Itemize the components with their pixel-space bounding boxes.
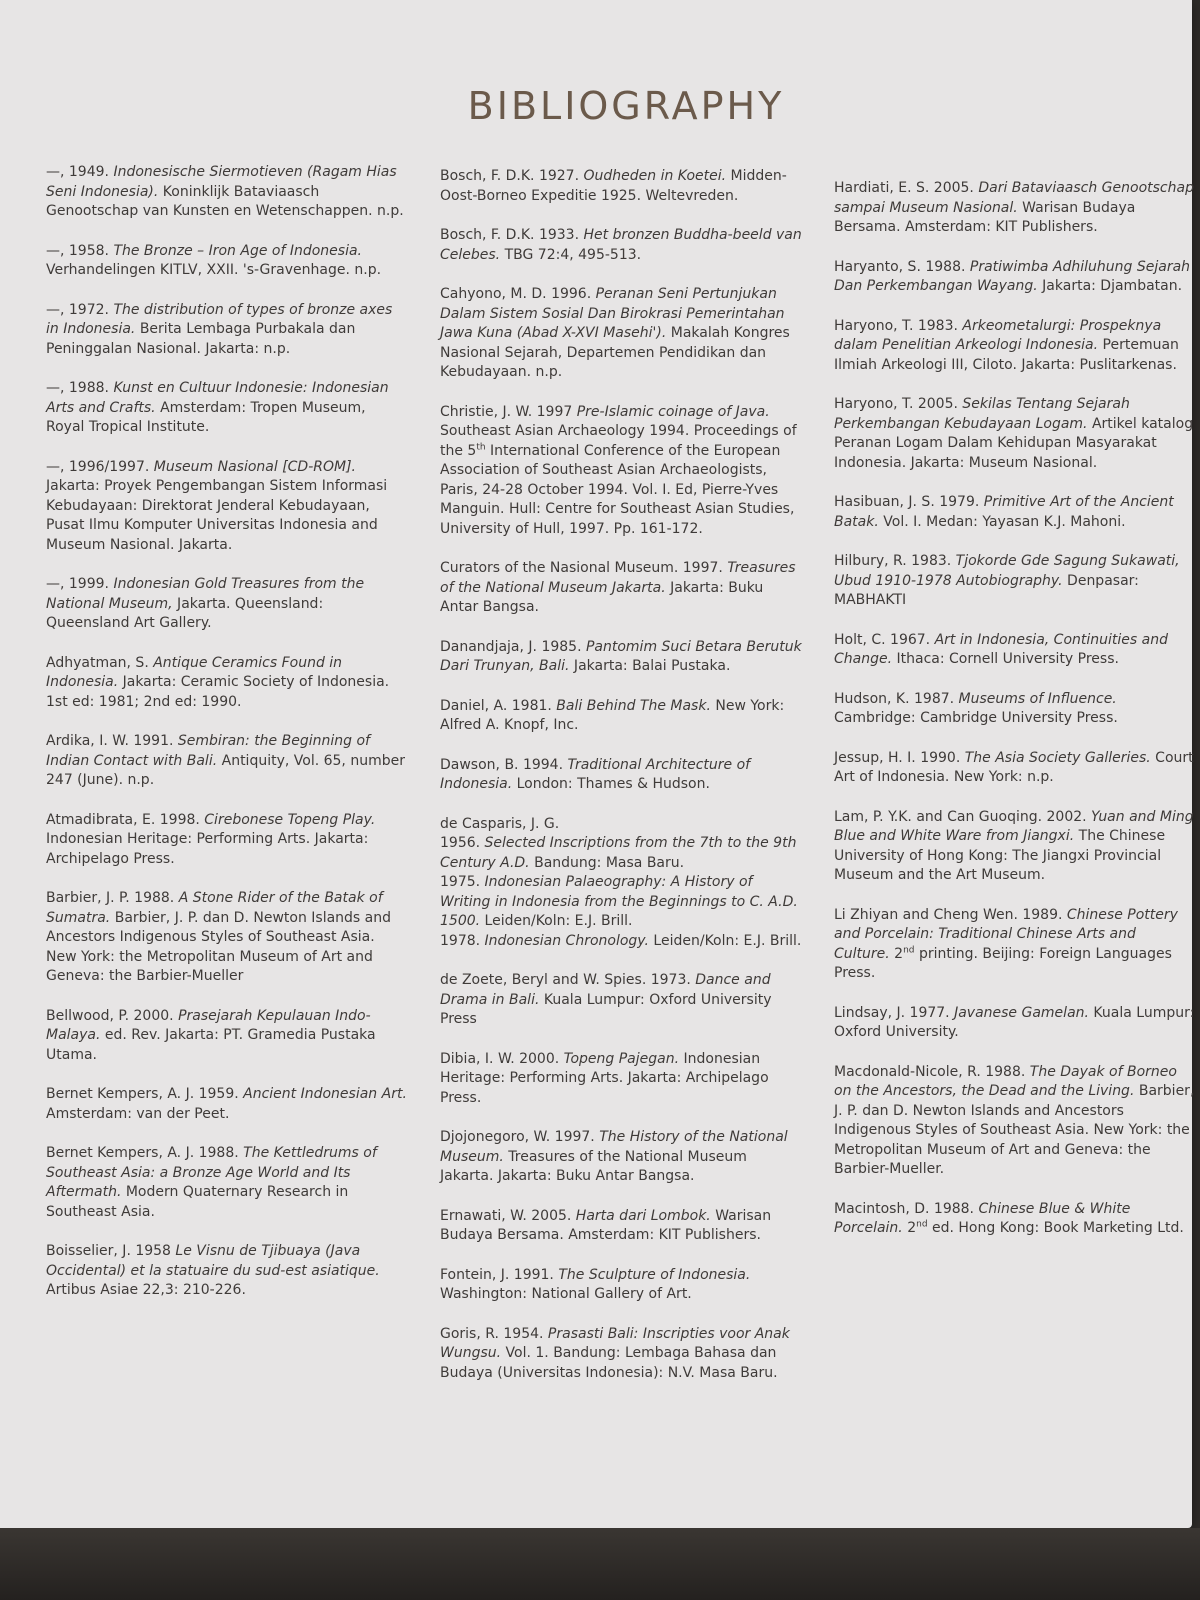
entry-post: Denpasar: MABHAKTI xyxy=(834,572,1139,608)
entry-sup: nd xyxy=(916,1219,928,1230)
entry-post2: International Conference of the European Association of Southeast Asian Archaeologists, Paris, 24-28 October 1994. Vol. I. Ed, Pierre-Yves Manguin. Hull: Centre for Southeast Asian Studies, University of Hull, 1997. Pp. 161-172. xyxy=(440,442,795,537)
bibliography-column-3 xyxy=(834,179,1196,1259)
entry-post: Jakarta. Queensland: Queensland Art Gallery. xyxy=(46,595,324,631)
entry-title: Harta dari Lombok. xyxy=(575,1207,711,1224)
entry-post: Jakarta: Proyek Pengembangan Sistem Informasi Kebudayaan: Direktorat Jenderal Kebudayaan, Pusat Ilmu Komputer Universitas Indonesia and Museum Nasional. Jakarta. xyxy=(46,478,388,553)
entry-sup: th xyxy=(476,441,486,452)
entry-title: A Stone Rider of the Batak of Sumatra. xyxy=(46,890,383,926)
bibliography-entry xyxy=(834,631,1196,670)
bibliography-entry xyxy=(440,403,802,540)
entry-title: The Kettledrums of Southeast Asia: a Bronze Age World and Its Aftermath. xyxy=(46,1145,377,1200)
entry-pre: Curators of the Nasional Museum. 1997. xyxy=(440,560,728,576)
entry-title: The Sculpture of Indonesia. xyxy=(558,1266,751,1283)
bibliography-entry xyxy=(46,811,408,870)
entry-pre: de Casparis, J. G. xyxy=(440,815,560,832)
entry-title: Sembiran: the Beginning of Indian Contact with Bali. xyxy=(46,733,370,769)
entry-post: Artikel katalog Peranan Logam Dalam Kehidupan Masyarakat Indonesia. Jakarta: Museum Nasional. xyxy=(834,415,1194,471)
entry-post: Verhandelingen KITLV, XXII. 's-Gravenhage. n.p. xyxy=(46,262,382,278)
entry-pre: Macdonald-Nicole, R. 1988. xyxy=(834,1063,1030,1080)
entry-post: Vol. 1. Bandung: Lembaga Bahasa dan Budaya (Universitas Indonesia): N.V. Masa Baru. xyxy=(440,1345,778,1381)
entry-title: Primitive Art of the Ancient Batak. xyxy=(834,494,1174,530)
entry-pre: Hudson, K. 1987. xyxy=(834,690,959,707)
entry-title: Art in Indonesia, Continuities and Change. xyxy=(834,631,1168,667)
bibliography-entry xyxy=(834,552,1196,611)
entry-pre: Bernet Kempers, A. J. 1959. xyxy=(46,1086,244,1102)
bibliography-entry xyxy=(46,732,408,791)
bibliography-column-1 xyxy=(46,163,408,1321)
bibliography-entry xyxy=(834,1200,1196,1239)
entry-post: Barbier, J. P. dan D. Newton Islands and Ancestors Indigenous Styles of Southeast Asia. New York: the Metropolitan Museum of Art and Geneva: the Barbier-Mueller xyxy=(46,909,392,984)
entry-pre: Cahyono, M. D. 1996. xyxy=(440,286,596,302)
entry-post: Kuala Lumpur: Oxford University. xyxy=(834,1004,1195,1040)
entry-title: Indonesian Chronology. xyxy=(484,932,649,949)
entry-title: Tjokorde Gde Sagung Sukawati, Ubud 1910-1978 Autobiography. xyxy=(834,553,1180,589)
bibliography-entry xyxy=(46,889,408,987)
entry-title: Dance and Drama in Bali. xyxy=(440,972,771,1008)
bibliography-entry xyxy=(46,1007,408,1066)
entry-post: Cambridge: Cambridge University Press. xyxy=(834,710,1118,726)
bibliography-entry xyxy=(834,1004,1196,1043)
bibliography-entry xyxy=(440,1207,802,1246)
bibliography-entry xyxy=(440,559,802,618)
entry-title: Het bronzen Buddha-beeld van Celebes. xyxy=(440,227,802,263)
entry-pre: Danandjaja, J. 1985. xyxy=(440,638,586,655)
bibliography-entry xyxy=(440,1050,802,1109)
entry-post: Ithaca: Cornell University Press. xyxy=(892,651,1119,667)
entry-post2: ed. Hong Kong: Book Marketing Ltd. xyxy=(927,1220,1184,1236)
bibliography-entry xyxy=(440,1266,802,1305)
bibliography-entry xyxy=(440,697,802,736)
entry-pre: Christie, J. W. 1997 xyxy=(440,403,577,420)
entry-pre: Haryanto, S. 1988. xyxy=(834,258,970,275)
entry-pre: —, 1958. xyxy=(46,242,114,259)
entry-post: Berita Lembaga Purbakala dan Peninggalan Nasional. Jakarta: n.p. xyxy=(46,321,356,357)
bibliography-entry xyxy=(440,1325,802,1384)
bibliography-entry xyxy=(46,163,408,222)
entry-title: Treasures of the National Museum Jakarta. xyxy=(440,560,796,596)
bibliography-entry xyxy=(46,1085,408,1124)
entry-post: Indonesian Heritage: Performing Arts. Jakarta: Archipelago Press. xyxy=(440,1050,769,1106)
entry-pre: Lam, P. Y.K. and Can Guoqing. 2002. xyxy=(834,808,1092,825)
entry-post: Leiden/Koln: E.J. Brill. xyxy=(648,932,802,949)
entry-post: Amsterdam: Tropen Museum, Royal Tropical Institute. xyxy=(46,399,366,435)
entry-post: ed. Rev. Jakarta: PT. Gramedia Pustaka Utama. xyxy=(46,1027,376,1063)
entry-title: The Asia Society Galleries. xyxy=(964,749,1151,766)
entry-post: Bandung: Masa Baru. xyxy=(529,854,685,871)
bibliography-entry xyxy=(440,638,802,677)
entry-title: Traditional Architecture of Indonesia. xyxy=(440,756,751,792)
bibliography-entry xyxy=(440,167,802,206)
entry-title: Javanese Gamelan. xyxy=(954,1004,1089,1021)
entry-pre: Djojonegoro, W. 1997. xyxy=(440,1129,600,1145)
entry-title: The distribution of types of bronze axes in Indonesia. xyxy=(46,301,393,337)
bibliography-entry xyxy=(440,226,802,265)
entry-title: Arkeometalurgi: Prospeknya dalam Penelitian Arkeologi Indonesia. xyxy=(834,317,1162,353)
entry-pre: —, 1988. xyxy=(46,380,114,396)
entry-pre: Barbier, J. P. 1988. xyxy=(46,890,179,906)
entry-title: Oudheden in Koetei. xyxy=(583,168,727,184)
entry-title: Museums of Influence. xyxy=(958,690,1117,707)
bibliography-entry xyxy=(440,834,802,873)
entry-title: Antique Ceramics Found in Indonesia. xyxy=(46,654,343,690)
entry-post: Warisan Budaya Bersama. Amsterdam: KIT Publishers. xyxy=(440,1207,772,1243)
entry-post: Leiden/Koln: E.J. Brill. xyxy=(480,913,633,929)
entry-pre: Ardika, I. W. 1991. xyxy=(46,733,178,749)
entry-title: Kunst en Cultuur Indonesie: Indonesian Arts and Crafts. xyxy=(46,380,389,416)
entry-title: Ancient Indonesian Art. xyxy=(243,1086,407,1102)
entry-post: Jakarta: Ceramic Society of Indonesia. 1st ed: 1981; 2nd ed: 1990. xyxy=(46,674,390,710)
entry-post: Washington: National Gallery of Art. xyxy=(440,1286,692,1302)
entry-pre: —, 1949. xyxy=(46,164,114,180)
entry-pre: Dibia, I. W. 2000. xyxy=(440,1050,564,1067)
bibliography-entry xyxy=(440,932,802,952)
entry-title: Chinese Pottery and Porcelain: Traditional Chinese Arts and Culture. xyxy=(834,906,1178,962)
bibliography-entry xyxy=(46,242,408,281)
entry-post: Barbier, J. P. dan D. Newton Islands and Ancestors Indigenous Styles of Southeast Asia. New York: the Metropolitan Museum of Art and Geneva: the Barbier-Mueller. xyxy=(834,1083,1195,1177)
entry-title: Cirebonese Topeng Play. xyxy=(204,811,376,828)
bibliography-entry xyxy=(440,756,802,795)
entry-pre: Boisselier, J. 1958 xyxy=(46,1243,176,1259)
entry-title: The Bronze – Iron Age of Indonesia. xyxy=(113,242,362,259)
entry-post: Koninklijk Bataviaasch Genootschap van Kunsten en Wetenschappen. n.p. xyxy=(46,183,404,219)
bibliography-column-2 xyxy=(440,167,802,1403)
entry-title: Pratiwimba Adhiluhung Sejarah Dan Perkembangan Wayang. xyxy=(834,258,1191,294)
entry-post: Vol. I. Medan: Yayasan K.J. Mahoni. xyxy=(878,513,1126,530)
entry-pre: Holt, C. 1967. xyxy=(834,631,935,648)
entry-post: Jakarta: Balai Pustaka. xyxy=(569,658,731,674)
entry-title: The Dayak of Borneo on the Ancestors, the Dead and the Living. xyxy=(834,1063,1177,1099)
entry-post: Southeast Asian Archaeology 1994. Proceedings of the 5 xyxy=(440,423,797,459)
bibliography-entry xyxy=(440,1128,802,1187)
bibliography-entry xyxy=(440,285,802,383)
entry-post: Treasures of the National Museum Jakarta. Jakarta: Buku Antar Bangsa. xyxy=(440,1148,747,1184)
bibliography-entry xyxy=(440,873,802,932)
entry-pre: Daniel, A. 1981. xyxy=(440,697,557,714)
bibliography-entry xyxy=(46,1144,408,1222)
entry-post: London: Thames & Hudson. xyxy=(512,776,710,792)
entry-pre: Bosch, F. D.K. 1927. xyxy=(440,168,584,184)
entry-post: Modern Quaternary Research in Southeast Asia. xyxy=(46,1184,349,1220)
entry-title: Museum Nasional [CD-ROM]. xyxy=(153,458,357,475)
bibliography-entry xyxy=(440,971,802,1030)
page-title: BIBLIOGRAPHY xyxy=(467,84,785,128)
bibliography-entry xyxy=(46,301,408,360)
bibliography-entry xyxy=(834,1063,1196,1180)
entry-title: Topeng Pajegan. xyxy=(563,1050,680,1067)
bibliography-entry xyxy=(834,906,1196,984)
entry-pre: Macintosh, D. 1988. xyxy=(834,1200,979,1217)
entry-post: Artibus Asiae 22,3: 210-226. xyxy=(46,1282,246,1298)
entry-post: Kuala Lumpur: Oxford University Press xyxy=(440,991,772,1027)
entry-post: Midden-Oost-Borneo Expeditie 1925. Weltevreden. xyxy=(440,168,787,204)
entry-post2: printing. Beijing: Foreign Languages Press. xyxy=(834,945,1172,981)
entry-title: Bali Behind The Mask. xyxy=(556,697,711,714)
entry-pre: 1956. xyxy=(440,835,485,851)
entry-post: Indonesian Heritage: Performing Arts. Jakarta: Archipelago Press. xyxy=(46,831,369,867)
entry-title: Pantomim Suci Betara Berutuk Dari Trunyan, Bali. xyxy=(440,638,802,674)
entry-post: Antiquity, Vol. 65, number 247 (June). n.p. xyxy=(46,752,405,788)
entry-pre: Haryono, T. 2005. xyxy=(834,396,963,412)
entry-post: Jakarta: Buku Antar Bangsa. xyxy=(440,579,764,615)
entry-pre: —, 1996/1997. xyxy=(46,458,154,475)
bibliography-entry xyxy=(834,258,1196,297)
bibliography-entry xyxy=(834,179,1196,238)
entry-post: Jakarta: Djambatan. xyxy=(1037,278,1183,294)
entry-title: Prasejarah Kepulauan Indo-Malaya. xyxy=(46,1007,371,1043)
entry-pre: Goris, R. 1954. xyxy=(440,1325,548,1342)
entry-title: Indonesische Siermotieven (Ragam Hias Seni Indonesia). xyxy=(46,164,397,200)
entry-post: Pertemuan Ilmiah Arkeologi III, Ciloto. Jakarta: Puslitarkenas. xyxy=(834,337,1179,373)
entry-post: Makalah Kongres Nasional Sejarah, Departemen Pendidikan dan Kebudayaan. n.p. xyxy=(440,325,790,380)
entry-pre: Li Zhiyan and Cheng Wen. 1989. xyxy=(834,906,1067,923)
entry-post: 2 xyxy=(889,945,904,962)
bibliography-entry xyxy=(46,379,408,438)
entry-pre: Fontein, J. 1991. xyxy=(440,1266,559,1283)
bibliography-entry xyxy=(440,815,802,835)
entry-title: Sekilas Tentang Sejarah Perkembangan Kebudayaan Logam. xyxy=(834,396,1130,432)
entry-post: Warisan Budaya Bersama. Amsterdam: KIT Publishers. xyxy=(834,199,1136,235)
entry-pre: Haryono, T. 1983. xyxy=(834,317,963,334)
entry-pre: Dawson, B. 1994. xyxy=(440,756,568,773)
entry-pre: Atmadibrata, E. 1998. xyxy=(46,811,205,828)
entry-post: The Chinese University of Hong Kong: The Jiangxi Provincial Museum and the Art Museum. xyxy=(834,828,1166,883)
entry-pre: 1978. xyxy=(440,932,485,949)
entry-post: New York: Alfred A. Knopf, Inc. xyxy=(440,697,785,733)
entry-pre: Hasibuan, J. S. 1979. xyxy=(834,494,984,510)
entry-pre: Hilbury, R. 1983. xyxy=(834,553,956,569)
entry-title: The History of the National Museum. xyxy=(440,1129,788,1165)
entry-title: Pre-Islamic coinage of Java. xyxy=(576,403,770,420)
entry-title: Indonesian Gold Treasures from the National Museum, xyxy=(46,576,365,612)
bibliography-entry xyxy=(834,808,1196,886)
bibliography-entry xyxy=(834,493,1196,532)
entry-post: Court Art of Indonesia. New York: n.p. xyxy=(834,749,1194,785)
entry-title: Indonesian Palaeography: A History of Writing in Indonesia from the Beginnings to C. A.D. 1500. xyxy=(440,874,798,929)
bibliography-entry xyxy=(46,654,408,713)
bibliography-entry xyxy=(46,1242,408,1301)
entry-pre: de Zoete, Beryl and W. Spies. 1973. xyxy=(440,972,696,988)
entry-title: Le Visnu de Tjibuaya (Java Occidental) et la statuaire du sud-est asiatique. xyxy=(46,1243,380,1279)
bibliography-entry xyxy=(46,458,408,556)
entry-pre: Adhyatman, S. xyxy=(46,654,154,671)
bibliography-entry xyxy=(834,395,1196,473)
entry-pre: Bellwood, P. 2000. xyxy=(46,1007,179,1024)
bibliography-entry xyxy=(834,690,1196,729)
entry-pre: Hardiati, E. S. 2005. xyxy=(834,180,979,196)
entry-title: Chinese Blue & White Porcelain. xyxy=(834,1200,1131,1236)
bibliography-entry xyxy=(46,575,408,634)
entry-sup: nd xyxy=(903,944,915,955)
entry-pre: 1975. xyxy=(440,874,485,890)
entry-pre: Bosch, F. D.K. 1933. xyxy=(440,227,584,243)
entry-title: Prasasti Bali: Inscripties voor Anak Wungsu. xyxy=(440,1325,790,1361)
table-surface xyxy=(0,1528,1200,1600)
entry-post: TBG 72:4, 495-513. xyxy=(500,246,642,263)
entry-pre: —, 1999. xyxy=(46,576,114,592)
entry-title: Selected Inscriptions from the 7th to the 9th Century A.D. xyxy=(440,835,797,871)
entry-pre: Lindsay, J. 1977. xyxy=(834,1004,955,1021)
bibliography-entry xyxy=(834,749,1196,788)
entry-pre: Jessup, H. I. 1990. xyxy=(834,749,965,766)
bibliography-entry xyxy=(834,317,1196,376)
entry-pre: Ernawati, W. 2005. xyxy=(440,1207,576,1224)
entry-title: Yuan and Ming Blue and White Ware from Jiangxi. xyxy=(834,808,1194,844)
entry-post: 2 xyxy=(902,1220,917,1236)
entry-pre: —, 1972. xyxy=(46,301,114,318)
entry-title: Dari Bataviaasch Genootschap sampai Museum Nasional. xyxy=(834,180,1194,216)
entry-title: Peranan Seni Pertunjukan Dalam Sistem Sosial Dan Birokrasi Pemerintahan Jawa Kuna (Abad X-XVI Masehi'). xyxy=(440,286,785,341)
entry-pre: Bernet Kempers, A. J. 1988. xyxy=(46,1145,244,1161)
entry-post: Amsterdam: van der Peet. xyxy=(46,1105,230,1122)
